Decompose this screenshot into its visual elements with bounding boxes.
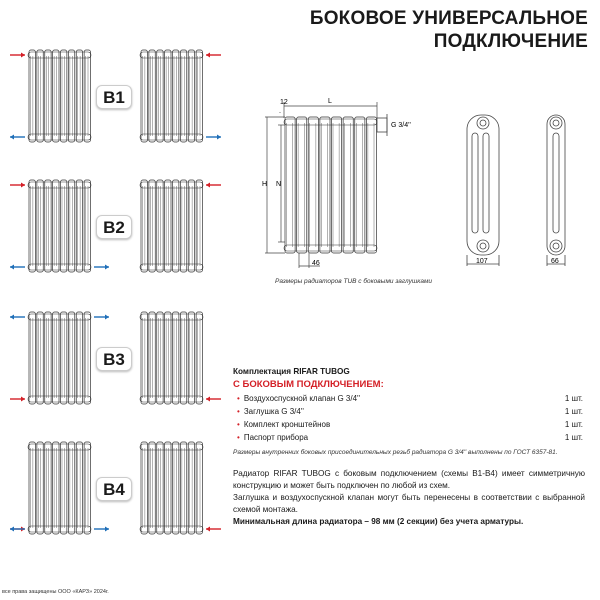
kit-note: Размеры внутренних боковых присоединительных резьб радиатора G 3/4'' выполнены по ГОСТ 6357-81. (233, 449, 558, 456)
supply-arrow-icon (206, 53, 221, 58)
dim-H: H (262, 181, 268, 188)
radiator-dimension-drawing (240, 90, 590, 280)
bullet-icon: • (237, 394, 240, 403)
supply-arrow-icon (206, 183, 221, 188)
kit-section (233, 367, 583, 456)
radiator-front-view (284, 117, 377, 253)
return-arrow-icon (94, 527, 109, 532)
supply-arrow-icon (206, 527, 221, 532)
kit-item-name: Комплект кронштейнов (243, 420, 331, 429)
scheme-label: B1 (96, 85, 132, 109)
kit-item (233, 407, 583, 420)
description-p3: Минимальная длина радиатора – 98 мм (2 секции) без учета арматуры. (233, 517, 524, 526)
side-view-2-column (547, 115, 565, 266)
title-line-1: БОКОВОЕ УНИВЕРСАЛЬНОЕ (309, 8, 588, 29)
return-arrow-icon (206, 135, 221, 140)
kit-item-qty: 1 шт. (564, 394, 583, 403)
kit-item-name: Воздухоспускной клапан G 3/4'' (243, 394, 361, 403)
dim-66: 66 (551, 258, 559, 265)
return-arrow-icon (94, 265, 109, 270)
radiator-icon (28, 50, 91, 142)
kit-item (233, 394, 583, 407)
bullet-icon: • (237, 420, 240, 429)
kit-item-name: Заглушка G 3/4'' (243, 407, 304, 416)
bullet-icon: • (237, 433, 240, 442)
description-p1: Радиатор RIFAR TUBOG с боковым подключением (схемы B1-B4) имеет симметричную конструкцию и может быть подключен по любой из схем. (233, 469, 585, 490)
scheme-label: B3 (96, 347, 132, 371)
side-view-3-column (467, 115, 499, 266)
drawing-caption: Размеры радиаторов TUB с боковыми заглушками (275, 278, 433, 285)
supply-arrow-icon (10, 183, 25, 188)
description (233, 468, 585, 528)
radiator-icon (140, 442, 203, 534)
kit-subheading: С БОКОВЫМ ПОДКЛЮЧЕНИЕМ: (233, 379, 384, 390)
dim-L: L (328, 98, 332, 105)
supply-arrow-icon (206, 397, 221, 402)
kit-item-qty: 1 шт. (564, 420, 583, 429)
radiator-icon (140, 312, 203, 404)
dim-46: 46 (312, 260, 320, 267)
radiator-icon (140, 180, 203, 272)
return-arrow-icon (10, 135, 25, 140)
title-line-2: ПОДКЛЮЧЕНИЕ (433, 31, 588, 52)
connection-schemes (0, 0, 240, 600)
kit-item (233, 433, 583, 446)
scheme-label: B2 (96, 215, 132, 239)
radiator-icon (140, 50, 203, 142)
return-arrow-icon (94, 315, 109, 320)
kit-item-name: Паспорт прибора (243, 433, 309, 442)
description-p2: Заглушка и воздухоспускной клапан могут быть перенесены в соответствии с выбранной схемой монтажа. (233, 493, 585, 514)
scheme-label: B4 (96, 477, 132, 501)
return-arrow-icon (10, 265, 25, 270)
kit-heading: Комплектация RIFAR TUBOG (233, 367, 350, 376)
supply-arrow-icon (10, 397, 25, 402)
page-title (310, 7, 588, 53)
dim-N: N (276, 181, 282, 188)
dim-107: 107 (476, 258, 488, 265)
thread-label: G 3/4'' (391, 122, 411, 129)
return-arrow-icon (10, 315, 25, 320)
supply-arrow-icon (10, 53, 25, 58)
dim-12: 12 (280, 99, 288, 106)
kit-item-qty: 1 шт. (564, 433, 583, 442)
radiator-icon (28, 312, 91, 404)
copyright: все права защищены ООО «КАРЗ» 2024г. (2, 589, 109, 595)
kit-item-qty: 1 шт. (564, 407, 583, 416)
return-arrow-icon (10, 527, 25, 532)
radiator-icon (28, 180, 91, 272)
bullet-icon: • (237, 407, 240, 416)
radiator-icon (28, 442, 91, 534)
kit-item (233, 420, 583, 433)
